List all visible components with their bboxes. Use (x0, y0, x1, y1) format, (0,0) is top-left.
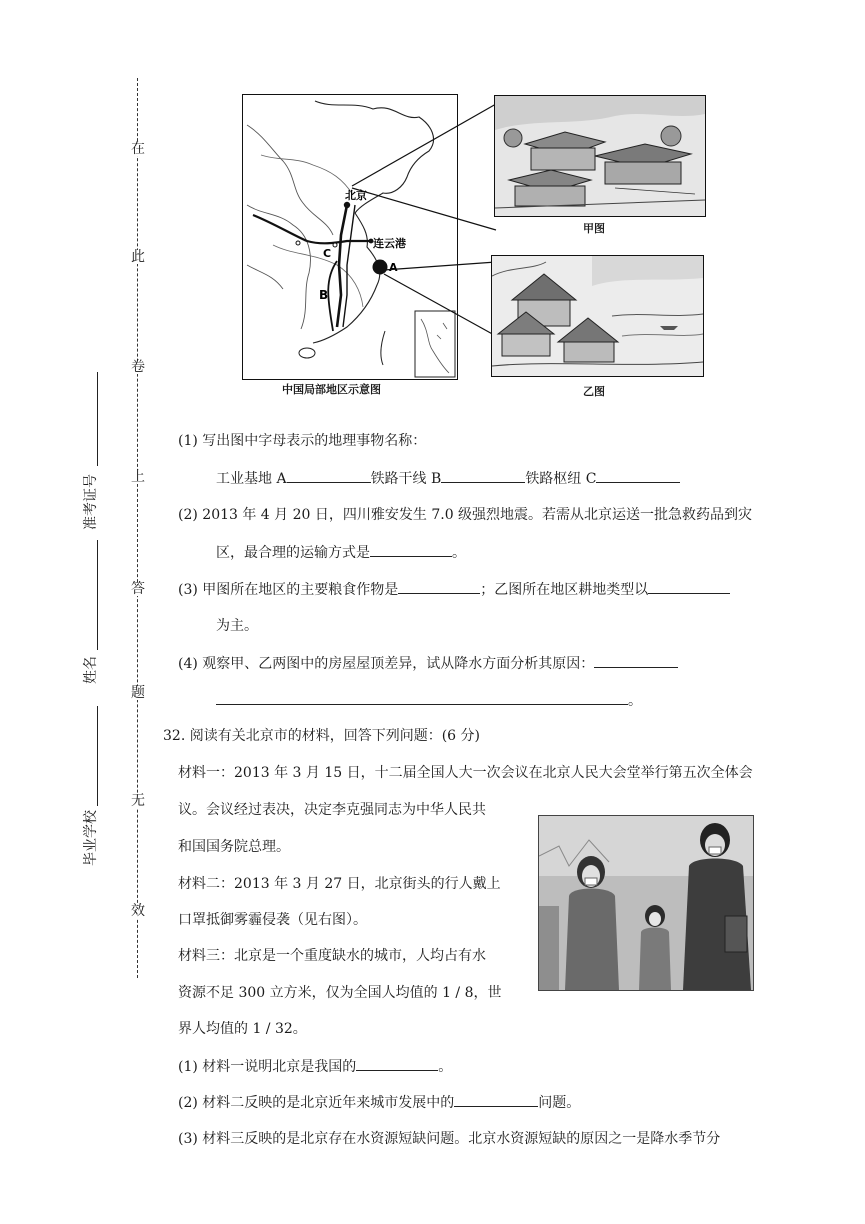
seal-char-4: 上 (131, 469, 145, 485)
q31-sub2-text: 区，最合理的运输方式是 (216, 545, 370, 561)
q32-sub1-end: 。 (438, 1059, 453, 1075)
q32-sub1 (178, 1056, 452, 1077)
answer-blank-roof-2[interactable] (216, 690, 628, 705)
q32-sub3: (3) 材料三反映的是北京存在水资源短缺问题。北京水资源短缺的原因之一是降水季节分 (178, 1131, 721, 1147)
answer-blank-roof-1[interactable] (594, 653, 678, 668)
answer-blank-c[interactable] (596, 468, 680, 483)
q31-sub3-line1 (178, 579, 730, 600)
answer-blank-farmland[interactable] (648, 579, 730, 594)
answer-blank-transport[interactable] (370, 542, 452, 557)
seal-char-8: 效 (131, 903, 145, 919)
q31-sub2-end: 。 (452, 545, 466, 561)
material-2-line2: 口罩抵御雾霾侵袭（见右图）。 (178, 912, 367, 928)
smog-photo (538, 815, 754, 991)
material-1-line2: 议。会议经过表决，决定李克强同志为中华人民共 (178, 802, 486, 818)
material-2-line1: 材料二：2013 年 3 月 27 日，北京街头的行人戴上 (178, 876, 501, 892)
connector-lines (340, 96, 500, 340)
q31-sub1-answers (216, 468, 680, 489)
school-label: 毕业学校 (83, 810, 99, 866)
map-caption: 中国局部地区示意图 (282, 383, 381, 396)
material-3-line3: 界人均值的 1 / 32。 (178, 1021, 307, 1037)
seal-char-3: 卷 (131, 359, 145, 375)
material-3-line1: 材料三：北京是一个重度缺水的城市，人均占有水 (178, 948, 486, 964)
q31-a-label: 工业基地 A (216, 471, 287, 487)
q31-sub2-line1: (2) 2013 年 4 月 20 日，四川雅安发生 7.0 级强烈地震。若需从北京运送一批急救药品到灾 (178, 507, 753, 523)
material-1-line3: 和国国务院总理。 (178, 839, 290, 855)
seal-char-1: 在 (131, 141, 145, 157)
jia-caption: 甲图 (583, 222, 605, 235)
name-field[interactable] (97, 540, 98, 650)
jia-picture (494, 95, 706, 217)
seal-char-7: 无 (131, 793, 145, 809)
q31-sub3-text-b: ；乙图所在地区耕地类型以 (480, 582, 649, 598)
south-village-sketch (492, 256, 703, 376)
q31-sub4-text: (4) 观察甲、乙两图中的房屋屋顶差异，试从降水方面分析其原因： (178, 656, 595, 672)
q31-b-label: 铁路干线 B (370, 471, 442, 487)
answer-blank-a[interactable] (287, 468, 371, 483)
seal-char-2: 此 (131, 249, 145, 265)
q32-title: 32. 阅读有关北京市的材料，回答下列问题：(6 分) (163, 728, 480, 744)
q31-sub4-line1 (178, 653, 678, 674)
answer-blank-capital[interactable] (356, 1056, 438, 1071)
q32-sub2 (178, 1092, 580, 1113)
q32-sub2-text: (2) 材料二反映的是北京近年来城市发展中的 (178, 1095, 455, 1111)
north-courtyard-sketch (495, 96, 705, 216)
seal-char-5: 答 (131, 581, 145, 597)
exam-number-label: 准考证号 (83, 474, 99, 530)
q32-sub1-text: (1) 材料一说明北京是我国的 (178, 1059, 357, 1075)
q31-sub4-line2 (216, 690, 642, 711)
q31-sub4-end: 。 (628, 693, 642, 709)
map-label-beijing: 北京 (345, 189, 367, 202)
answer-blank-urban-issue[interactable] (454, 1092, 538, 1107)
school-field[interactable] (97, 706, 98, 806)
map-label-a: A (389, 261, 398, 274)
q31-sub3-line2: 为主。 (216, 618, 258, 634)
pedestrians-with-masks-photo (539, 816, 753, 990)
answer-blank-b[interactable] (441, 468, 525, 483)
yi-caption: 乙图 (583, 385, 605, 398)
map-label-c: C (323, 247, 332, 260)
map-label-b: B (319, 288, 329, 302)
q31-sub2-line2 (216, 542, 466, 563)
seal-dashed-line (137, 78, 138, 978)
q31-sub1: (1) 写出图中字母表示的地理事物名称： (178, 433, 427, 449)
material-3-line2: 资源不足 300 立方米，仅为全国人均值的 1 / 8，世 (178, 985, 502, 1001)
q31-c-label: 铁路枢纽 C (525, 471, 597, 487)
yi-picture (491, 255, 704, 377)
map-label-lianyungang: 连云港 (373, 237, 406, 250)
q32-sub2-end: 问题。 (538, 1095, 581, 1111)
material-1-line1: 材料一：2013 年 3 月 15 日，十二届全国人大一次会议在北京人民大会堂举行第五次全体会 (178, 765, 753, 781)
seal-char-6: 题 (131, 685, 145, 701)
name-label: 姓名 (83, 656, 99, 684)
q31-sub3-text-a: (3) 甲图所在地区的主要粮食作物是 (178, 582, 399, 598)
answer-blank-crop[interactable] (398, 579, 480, 594)
exam-number-field[interactable] (97, 372, 98, 466)
